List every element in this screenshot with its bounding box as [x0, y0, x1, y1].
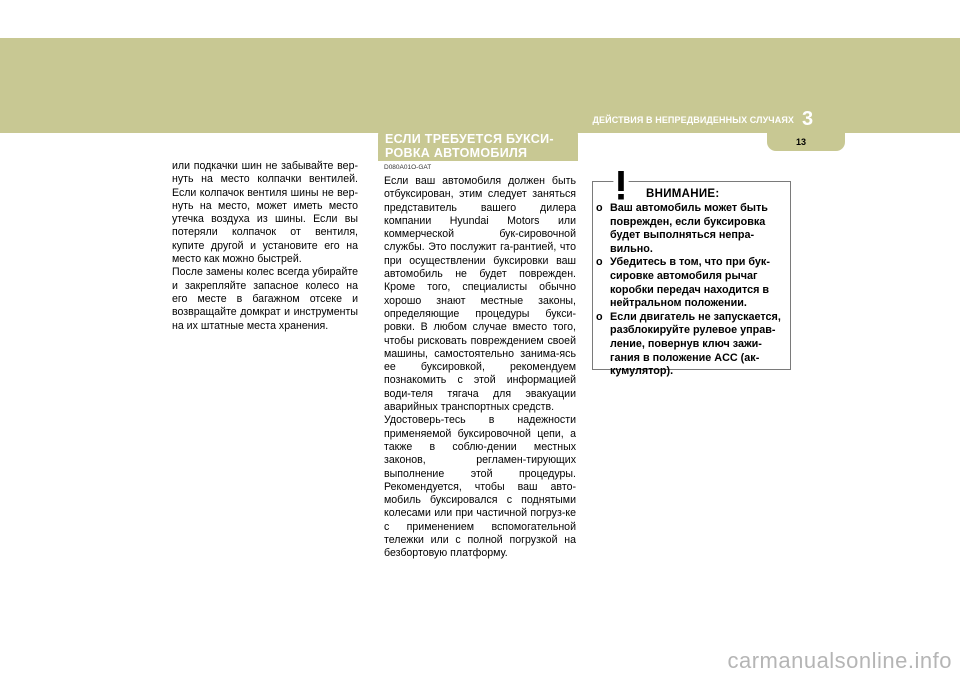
bullet-icon: o — [596, 310, 603, 323]
warning-triangle-icon — [602, 168, 640, 202]
chapter-label: ДЕЙСТВИЯ В НЕПРЕДВИДЕННЫХ СЛУЧАЯХ — [592, 115, 794, 125]
page-number: 13 — [796, 137, 807, 147]
section-paragraph: Удостоверь-тесь в надежности применяемой буксировочной цепи, а также в соблю-дении местных законов, регламен-тирующих выполнение этой процедуры. Рекомендуется, чтобы ваш авто-мобиль буксировался с поднятыми колесами или при частичной погруз-ке с применением вспомогательной тележки или с полной погрузкой на безбортовую платформу. — [384, 414, 576, 560]
header-band — [0, 38, 960, 133]
watermark-text: carmanualsonline.info — [727, 648, 952, 673]
left-paragraph: После замены колес всегда убирайте и закрепляйте запасное колесо на его месте в багажном отсеке и возвращайте домкрат и инструменты на их штатные места хранения. — [172, 266, 358, 332]
left-paragraph: или подкачки шин не забывайте вер-нуть на место колпачки вентилей. Если колпачок вентиля шины не вер-нуть на место, может иметь место утечка воздуха из шины. Если вы потеряли колпачок от вентиля, купите другой и установите его на место как можно быстрей. — [172, 160, 358, 266]
chapter-number: 3 — [802, 108, 814, 130]
middle-column-text — [384, 175, 576, 561]
section-title: ЕСЛИ ТРЕБУЕТСЯ БУКСИ-РОВКА АВТОМОБИЛЯ — [385, 132, 554, 160]
warning-item-text: Убедитесь в том, что при бук-сировке автомобиля рычаг коробки передач находится в нейтральном положении. — [610, 256, 770, 310]
left-column-text — [172, 160, 358, 333]
bullet-icon: o — [596, 256, 603, 269]
warning-title: ВНИМАНИЕ: — [646, 188, 720, 200]
bullet-icon: o — [596, 202, 603, 214]
warning-item-text: Если двигатель не запускается, разблокируйте рулевое управ-ление, повернув ключ зажи-гания в положение ACC (ак-кумулятор). — [610, 310, 781, 378]
section-paragraph: Если ваш автомобиля должен быть отбуксирован, этим следует заняться представитель вашего дилера компании Hyundai Motors или коммерческой бук-сировочной службы. Это послужит га-рантией, что при осуществлении буксировки ваш автомобиль не будет поврежден. Кроме того, специалисты обычно хорошо знают местные законы, определяющие процедуры букси-ровки. В любом случае вместо того, чтобы рисковать повреждением своей машины, самостоятельно занима-ясь ее буксировкой, рекомендуем познакомить с этой информацией води-теля тягача для эвакуации аварийных транспортных средств. — [384, 175, 576, 414]
warning-item-text: Ваш автомобиль может быть поврежден, если буксировка будет выполняться непра-вильно. — [610, 202, 768, 255]
warning-item — [596, 256, 786, 310]
watermark — [0, 648, 960, 678]
warning-list — [596, 202, 786, 379]
section-code: D080A01O-GAT — [384, 164, 432, 171]
warning-item — [596, 202, 786, 256]
warning-item — [596, 311, 786, 379]
